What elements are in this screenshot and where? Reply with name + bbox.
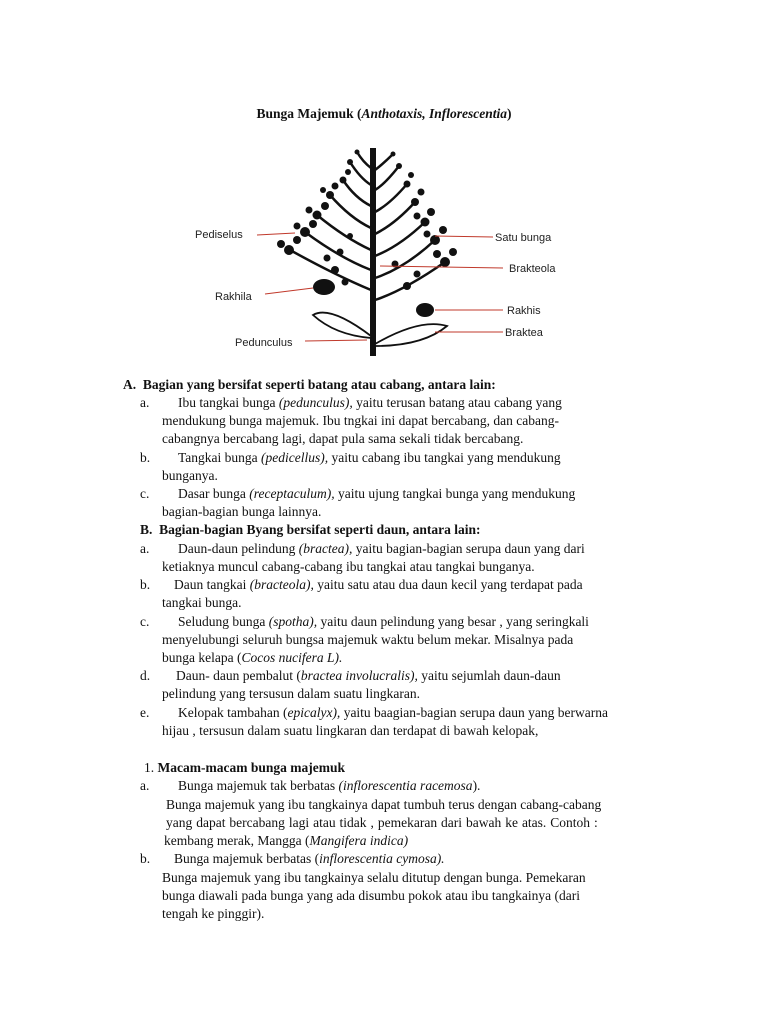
item-b-c-line1: Seludung bunga (spotha), yaitu daun pelindung yang besar , yang seringkali	[178, 614, 589, 629]
label-brakteola: Brakteola	[509, 263, 556, 275]
label-rakhila: Rakhila	[215, 291, 252, 303]
item-1-a-line3: yang dapat bercabang lagi atau tidak , pemekaran dari bawah ke atas. Contoh :	[166, 815, 598, 830]
inflorescence-figure	[185, 140, 585, 365]
item-a-c-marker: c.	[140, 486, 150, 501]
item-b-c-marker: c.	[140, 614, 150, 629]
item-a-b-line1: Tangkai bunga (pedicellus), yaitu cabang ibu tangkai yang mendukung	[178, 450, 561, 465]
label-rakhis: Rakhis	[507, 305, 541, 317]
item-1-a-line1: Bunga majemuk tak berbatas (inflorescentia racemosa).	[178, 778, 481, 793]
section-1-marker: 1.	[144, 760, 155, 775]
item-1-a-marker: a.	[140, 778, 150, 793]
item-a-b-marker: b.	[140, 450, 151, 465]
right-bract	[375, 324, 447, 346]
section-a-heading	[123, 376, 496, 394]
title-close: )	[507, 106, 512, 121]
section-1-title: Macam-macam bunga majemuk	[157, 760, 345, 775]
item-b-c-line3: bunga kelapa (Cocos nucifera L).	[162, 650, 343, 665]
item-a-c-line2: bagian-bagian bunga lainnya.	[162, 504, 322, 519]
item-a-a-marker: a.	[140, 395, 150, 410]
title-italic: Anthotaxis, Inflorescentia	[361, 106, 508, 121]
section-b-heading	[140, 521, 481, 539]
item-b-e-line1: Kelopak tambahan (epicalyx), yaitu baagian-bagian serupa daun yang berwarna	[178, 705, 608, 720]
rakhis-bud	[416, 303, 434, 317]
inflorescence-diagram	[185, 140, 585, 370]
item-b-b-line2: tangkai bunga.	[162, 595, 242, 610]
item-b-d-marker: d.	[140, 668, 151, 683]
left-branches	[290, 152, 371, 290]
main-axis	[370, 148, 376, 356]
item-b-a-line1: Daun-daun pelindung (bractea), yaitu bagian-bagian serupa daun yang dari	[178, 541, 585, 556]
item-a-a-line3: cabangnya bercabang lagi, dapat pula sama sekali tidak bercabang.	[162, 431, 524, 446]
item-b-e-line2: hijau , tersusun dalam suatu lingkaran dan terdapat di bawah kelopak,	[162, 723, 539, 738]
item-1-b-line3: bunga diawali pada bunga yang ada disumbu pokok atau ibu tangkainya (dari	[162, 888, 581, 903]
rakhila-bud	[313, 279, 335, 295]
label-satu-bunga: Satu bunga	[495, 232, 552, 244]
item-b-a-line2: ketiaknya muncul cabang-cabang ibu tangkai atau tangkai bunganya.	[162, 559, 535, 574]
item-a-a-line1: Ibu tangkai bunga (pedunculus), yaitu terusan batang atau cabang yang	[178, 395, 562, 410]
section-b-title: Bagian-bagian Byang bersifat seperti daun, antara lain:	[159, 522, 481, 537]
item-b-d-line2: pelindung yang tersusun dalam suatu lingkaran.	[162, 686, 420, 701]
item-a-b-line2: bunganya.	[162, 468, 218, 483]
item-b-b-marker: b.	[140, 577, 151, 592]
item-b-d-line1: Daun- daun pembalut (bractea involucralis), yaitu sejumlah daun-daun	[176, 668, 561, 683]
item-1-b-line4: tengah ke pinggir).	[162, 906, 265, 921]
section-a-marker: A.	[123, 377, 137, 392]
item-b-b-line1: Daun tangkai (bracteola), yaitu satu atau dua daun kecil yang terdapat pada	[174, 577, 583, 592]
label-braktea: Braktea	[505, 327, 543, 339]
item-a-c-line1: Dasar bunga (receptaculum), yaitu ujung tangkai bunga yang mendukung	[178, 486, 576, 501]
item-b-c-line2: menyelubungi seluruh bungsa majemuk waktu belum mekar. Misalnya pada	[162, 632, 574, 647]
item-1-b-marker: b.	[140, 851, 151, 866]
section-a-title: Bagian yang bersifat seperti batang atau cabang, antara lain:	[142, 377, 496, 392]
label-pediselus: Pediselus	[195, 229, 243, 241]
right-flowers	[391, 152, 458, 291]
left-bract	[313, 313, 371, 338]
title-text: Bunga Majemuk (	[256, 106, 362, 121]
item-a-a-line2: mendukung bunga majemuk. Ibu tngkai ini dapat bercabang, dan cabang-	[162, 413, 559, 428]
item-b-e-marker: e.	[140, 705, 150, 720]
page-title	[0, 106, 768, 122]
section-1-heading	[144, 759, 345, 777]
item-1-a-line2: Bunga majemuk yang ibu tangkainya dapat tumbuh terus dengan cabang-cabang	[166, 797, 602, 812]
label-pedunculus: Pedunculus	[235, 337, 293, 349]
section-b-marker: B.	[140, 522, 153, 537]
item-1-b-line1: Bunga majemuk berbatas (inflorescentia cymosa).	[174, 851, 445, 866]
item-1-b-line2: Bunga majemuk yang ibu tangkainya selalu ditutup dengan bunga. Pemekaran	[162, 870, 586, 885]
item-1-a-line4: kembang merak, Mangga (Mangifera indica)	[164, 833, 409, 848]
item-b-a-marker: a.	[140, 541, 150, 556]
